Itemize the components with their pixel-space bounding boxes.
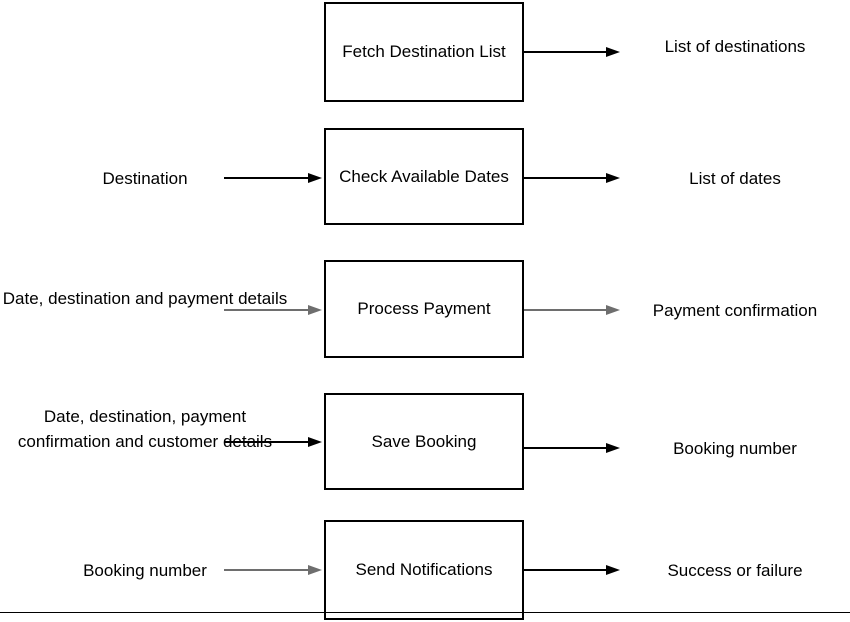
process-label: Send Notifications [355,560,493,579]
output-label-success-or-failure: Success or failure [667,561,803,580]
flow-row-send-notifications [0,520,850,622]
output-arrow-save-booking [524,442,624,454]
process-box-check-available-dates[interactable] [324,128,524,225]
process-label: Fetch Destination List [342,42,506,61]
input-arrow-save-booking [224,436,324,448]
process-box-process-payment[interactable] [324,260,524,358]
output-label-payment-confirmation: Payment confirmation [652,301,818,320]
input-label-destination: Destination [102,169,188,188]
flow-row-process-payment [0,258,850,388]
output-label-booking-number: Booking number [673,439,797,458]
input-arrow-check-available-dates [224,172,324,184]
process-label: Save Booking [371,431,477,451]
input-label-booking-number: Booking number [83,561,207,580]
output-arrow-fetch-destination-list [524,46,624,58]
input-label-save-booking-inputs: Date, destination, payment confirmation and customer details [17,407,273,451]
process-box-fetch-destination-list[interactable] [324,2,524,102]
output-label-list-of-dates: List of dates [689,169,781,188]
output-arrow-send-notifications [524,564,624,576]
process-label: Check Available Dates [339,166,509,186]
output-arrow-process-payment [524,304,624,316]
input-arrow-send-notifications [224,564,324,576]
flow-row-save-booking [0,390,850,520]
flow-row-fetch-destination-list [0,0,850,130]
process-label: Process Payment [357,299,491,318]
flow-row-check-available-dates [0,125,850,255]
output-arrow-check-available-dates [524,172,624,184]
input-arrow-process-payment [224,304,324,316]
bottom-divider [0,612,850,613]
input-label-payment-details: Date, destination and payment details [2,289,288,308]
output-label-list-of-destinations: List of destinations [664,37,806,56]
process-box-save-booking[interactable] [324,393,524,490]
process-box-send-notifications[interactable] [324,520,524,620]
